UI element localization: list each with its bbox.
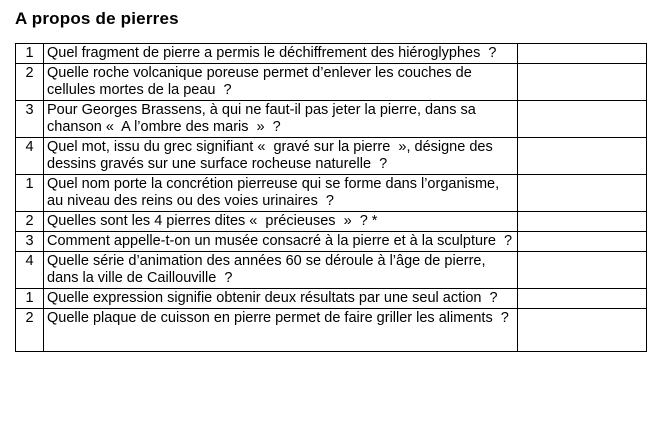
row-number-cell: 1 <box>16 289 44 309</box>
answer-cell[interactable] <box>518 138 647 175</box>
row-number-cell: 3 <box>16 232 44 252</box>
question-cell: Pour Georges Brassens, à qui ne faut-il pas jeter la pierre, dans sa chanson « A l’ombre des maris » ? <box>44 101 518 138</box>
question-cell: Quel mot, issu du grec signifiant « gravé sur la pierre », désigne des dessins gravés sur une surface rocheuse naturelle ? <box>44 138 518 175</box>
table-row <box>16 101 647 138</box>
answer-cell[interactable] <box>518 212 647 232</box>
row-number-cell: 1 <box>16 175 44 212</box>
answer-cell[interactable] <box>518 64 647 101</box>
row-number-cell: 1 <box>16 44 44 64</box>
row-number-cell: 2 <box>16 212 44 232</box>
answer-cell[interactable] <box>518 44 647 64</box>
question-cell: Comment appelle-t-on un musée consacré à la pierre et à la sculpture ? <box>44 232 518 252</box>
table-row <box>16 44 647 64</box>
question-cell: Quel fragment de pierre a permis le déchiffrement des hiéroglyphes ? <box>44 44 518 64</box>
question-cell: Quelle série d’animation des années 60 se déroule à l’âge de pierre, dans la ville de Caillouville ? <box>44 252 518 289</box>
row-number-cell: 2 <box>16 64 44 101</box>
table-row <box>16 252 647 289</box>
row-number-cell: 2 <box>16 309 44 352</box>
page-title: A propos de pierres <box>15 9 179 28</box>
table-row <box>16 289 647 309</box>
row-number-cell: 3 <box>16 101 44 138</box>
table-row <box>16 175 647 212</box>
answer-cell[interactable] <box>518 252 647 289</box>
question-cell: Quelle roche volcanique poreuse permet d’enlever les couches de cellules mortes de la peau ? <box>44 64 518 101</box>
table-row <box>16 64 647 101</box>
table-row <box>16 138 647 175</box>
table-row <box>16 212 647 232</box>
question-cell: Quelle plaque de cuisson en pierre permet de faire griller les aliments ? <box>44 309 518 352</box>
answer-cell[interactable] <box>518 232 647 252</box>
question-cell: Quelle expression signifie obtenir deux résultats par une seul action ? <box>44 289 518 309</box>
row-number-cell: 4 <box>16 252 44 289</box>
answer-cell[interactable] <box>518 309 647 352</box>
answer-cell[interactable] <box>518 175 647 212</box>
table-row <box>16 232 647 252</box>
answer-cell[interactable] <box>518 101 647 138</box>
question-cell: Quelles sont les 4 pierres dites « précieuses » ? * <box>44 212 518 232</box>
question-cell: Quel nom porte la concrétion pierreuse qui se forme dans l’organisme, au niveau des reins ou des voies urinaires ? <box>44 175 518 212</box>
row-number-cell: 4 <box>16 138 44 175</box>
quiz-table <box>15 43 647 352</box>
answer-cell[interactable] <box>518 289 647 309</box>
table-row <box>16 309 647 352</box>
